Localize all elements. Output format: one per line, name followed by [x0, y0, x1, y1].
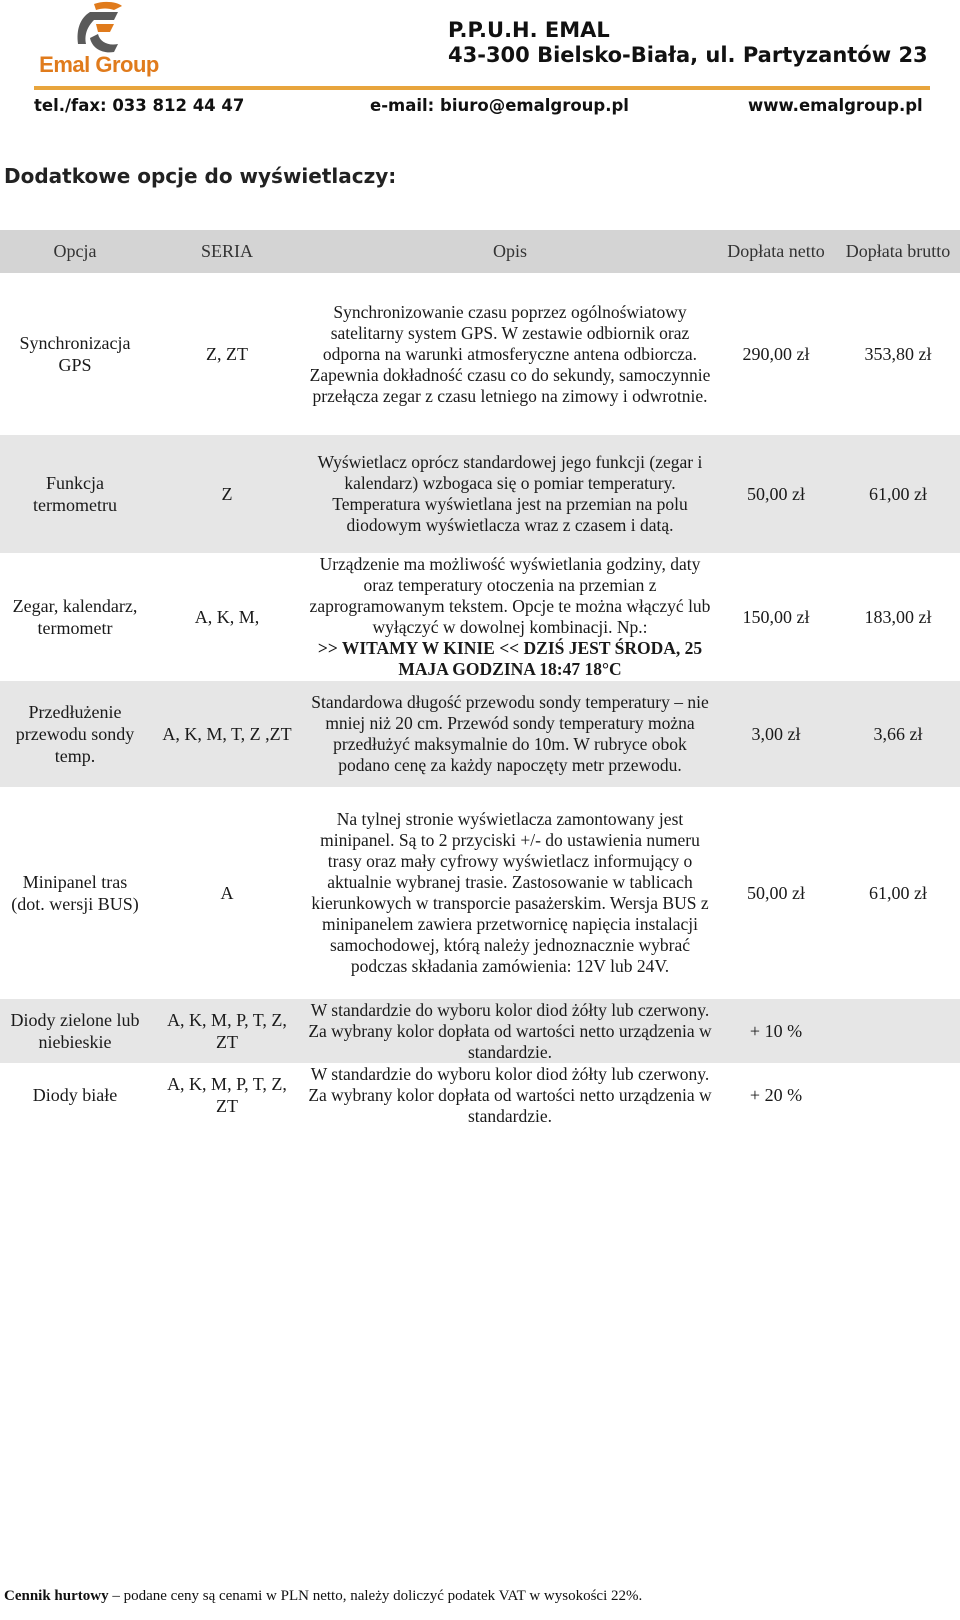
option-description	[304, 1063, 716, 1127]
option-description	[304, 273, 716, 435]
description-text: W standardzie do wyboru kolor diod żółty lub czerwony. Za wybrany kolor dopłata od wartości netto urządzenia w standardzie.	[308, 999, 712, 1062]
option-series: A	[220, 883, 234, 903]
price-gross: 61,00 zł	[869, 883, 927, 903]
description-text: Synchronizowanie czasu poprzez ogólnoświatowy satelitarny system GPS. W zestawie odbiornik oraz odporna na warunki atmosferyczne antena odbiorcza. Zapewnia dokładność czasu co do sekundy, samoczynnie przełącza zegar z czasu letniego na zimowy i odwrotnie.	[309, 301, 711, 406]
option-name: Przedłużenie przewodu sondy temp.	[15, 702, 135, 766]
table-row	[0, 553, 960, 681]
col-header-description: Opis	[492, 241, 527, 261]
logo-text: Emal Group	[39, 52, 159, 77]
option-series: Z, ZT	[206, 344, 248, 364]
emal-logo-icon	[64, 0, 134, 54]
contact-website[interactable]: www.emalgroup.pl	[748, 96, 923, 115]
table-row	[0, 787, 960, 999]
option-description	[304, 999, 716, 1063]
contact-email[interactable]: e-mail: biuro@emalgroup.pl	[370, 96, 629, 115]
description-text: Wyświetlacz oprócz standardowej jego funkcji (zegar i kalendarz) wzbogaca się o pomiar temperatury. Temperatura wyświetlana jest na przemian na polu diodowym wyświetlacza wraz z czasem i datą.	[317, 452, 703, 535]
table-row	[0, 273, 960, 435]
col-header-gross: Dopłata brutto	[845, 241, 951, 261]
col-header-series: SERIA	[200, 241, 253, 261]
option-series: A, K, M, P, T, Z, ZT	[167, 1074, 287, 1116]
price-net: + 20 %	[749, 1085, 803, 1105]
option-series: Z	[221, 484, 233, 504]
company-name: P.P.U.H. EMAL	[448, 18, 610, 42]
col-header-net: Dopłata netto	[727, 241, 825, 261]
option-name: Diody zielone lub niebieskie	[10, 1010, 140, 1052]
company-address: 43-300 Bielsko-Biała, ul. Partyzantów 23	[448, 43, 928, 67]
option-series: A, K, M, T, Z ,ZT	[162, 724, 292, 744]
company-block	[448, 18, 928, 68]
price-net: 150,00 zł	[742, 607, 810, 627]
table-row	[0, 1063, 960, 1127]
price-gross: 61,00 zł	[869, 484, 927, 504]
price-net: 290,00 zł	[742, 344, 810, 364]
table-row	[0, 681, 960, 787]
option-series: A, K, M, P, T, Z, ZT	[167, 1010, 287, 1052]
header-divider	[34, 86, 930, 90]
description-example: >> WITAMY W KINIE << DZIŚ JEST ŚRODA, 25 MAJA GODZINA 18:47 18°C	[317, 638, 703, 679]
options-table	[0, 230, 960, 1127]
option-description	[304, 681, 716, 787]
option-name: Synchronizacja GPS	[19, 333, 131, 375]
option-name: Zegar, kalendarz, termometr	[12, 596, 138, 638]
option-name: Minipanel tras (dot. wersji BUS)	[11, 872, 139, 914]
option-description	[304, 435, 716, 553]
description-text: W standardzie do wyboru kolor diod żółty lub czerwony. Za wybrany kolor dopłata od wartości netto urządzenia w standardzie.	[308, 1063, 712, 1126]
contact-phone: tel./fax: 033 812 44 47	[34, 96, 245, 115]
option-name: Funkcja termometru	[33, 473, 117, 515]
option-description	[304, 787, 716, 999]
table-row	[0, 999, 960, 1063]
company-logo	[34, 0, 164, 84]
col-header-option: Opcja	[53, 241, 97, 261]
option-description	[304, 553, 716, 681]
table-row	[0, 435, 960, 553]
price-gross	[836, 1063, 960, 1127]
footer-text: – podane ceny są cenami w PLN netto, należy doliczyć podatek VAT w wysokości 22%.	[108, 1588, 643, 1604]
price-net: + 10 %	[749, 1021, 803, 1041]
description-text: Urządzenie ma możliwość wyświetlania godziny, daty oraz temperatury otoczenia na przemian z zaprogramowanym tekstem. Opcje te można włączyć lub wyłączyć w dowolnej kombinacji. Np.:	[309, 554, 711, 637]
price-gross	[836, 999, 960, 1063]
footer-bold: Cennik hurtowy	[4, 1588, 109, 1604]
section-title: Dodatkowe opcje do wyświetlaczy:	[4, 164, 397, 188]
option-name: Diody białe	[32, 1085, 118, 1105]
price-net: 3,00 zł	[751, 724, 801, 744]
footer-note	[4, 1588, 642, 1605]
price-net: 50,00 zł	[747, 484, 805, 504]
price-net: 50,00 zł	[747, 883, 805, 903]
description-text: Standardowa długość przewodu sondy temperatury – nie mniej niż 20 cm. Przewód sondy temperatury można przedłużyć maksymalnie do 10m. W rubryce obok podano cenę za każdy napoczęty metr przewodu.	[311, 692, 709, 775]
table-header-row	[0, 230, 960, 273]
price-gross: 183,00 zł	[864, 607, 932, 627]
price-gross: 353,80 zł	[864, 344, 932, 364]
description-text: Na tylnej stronie wyświetlacza zamontowany jest minipanel. Są to 2 przyciski +/- do ustawienia numeru trasy oraz mały cyfrowy wyświetlacz informujący o aktualnie wybranej trasie. Zastosowanie w tablicach kierunkowych w transporcie pasażerskim. Wersja BUS z minipanelem zawiera przetwornicę napięcia instalacji samochodowej, którą należy jednoznacznie wybrać podczas składania zamówienia: 12V lub 24V.	[311, 809, 709, 976]
option-series: A, K, M,	[194, 607, 260, 627]
price-gross: 3,66 zł	[873, 724, 923, 744]
